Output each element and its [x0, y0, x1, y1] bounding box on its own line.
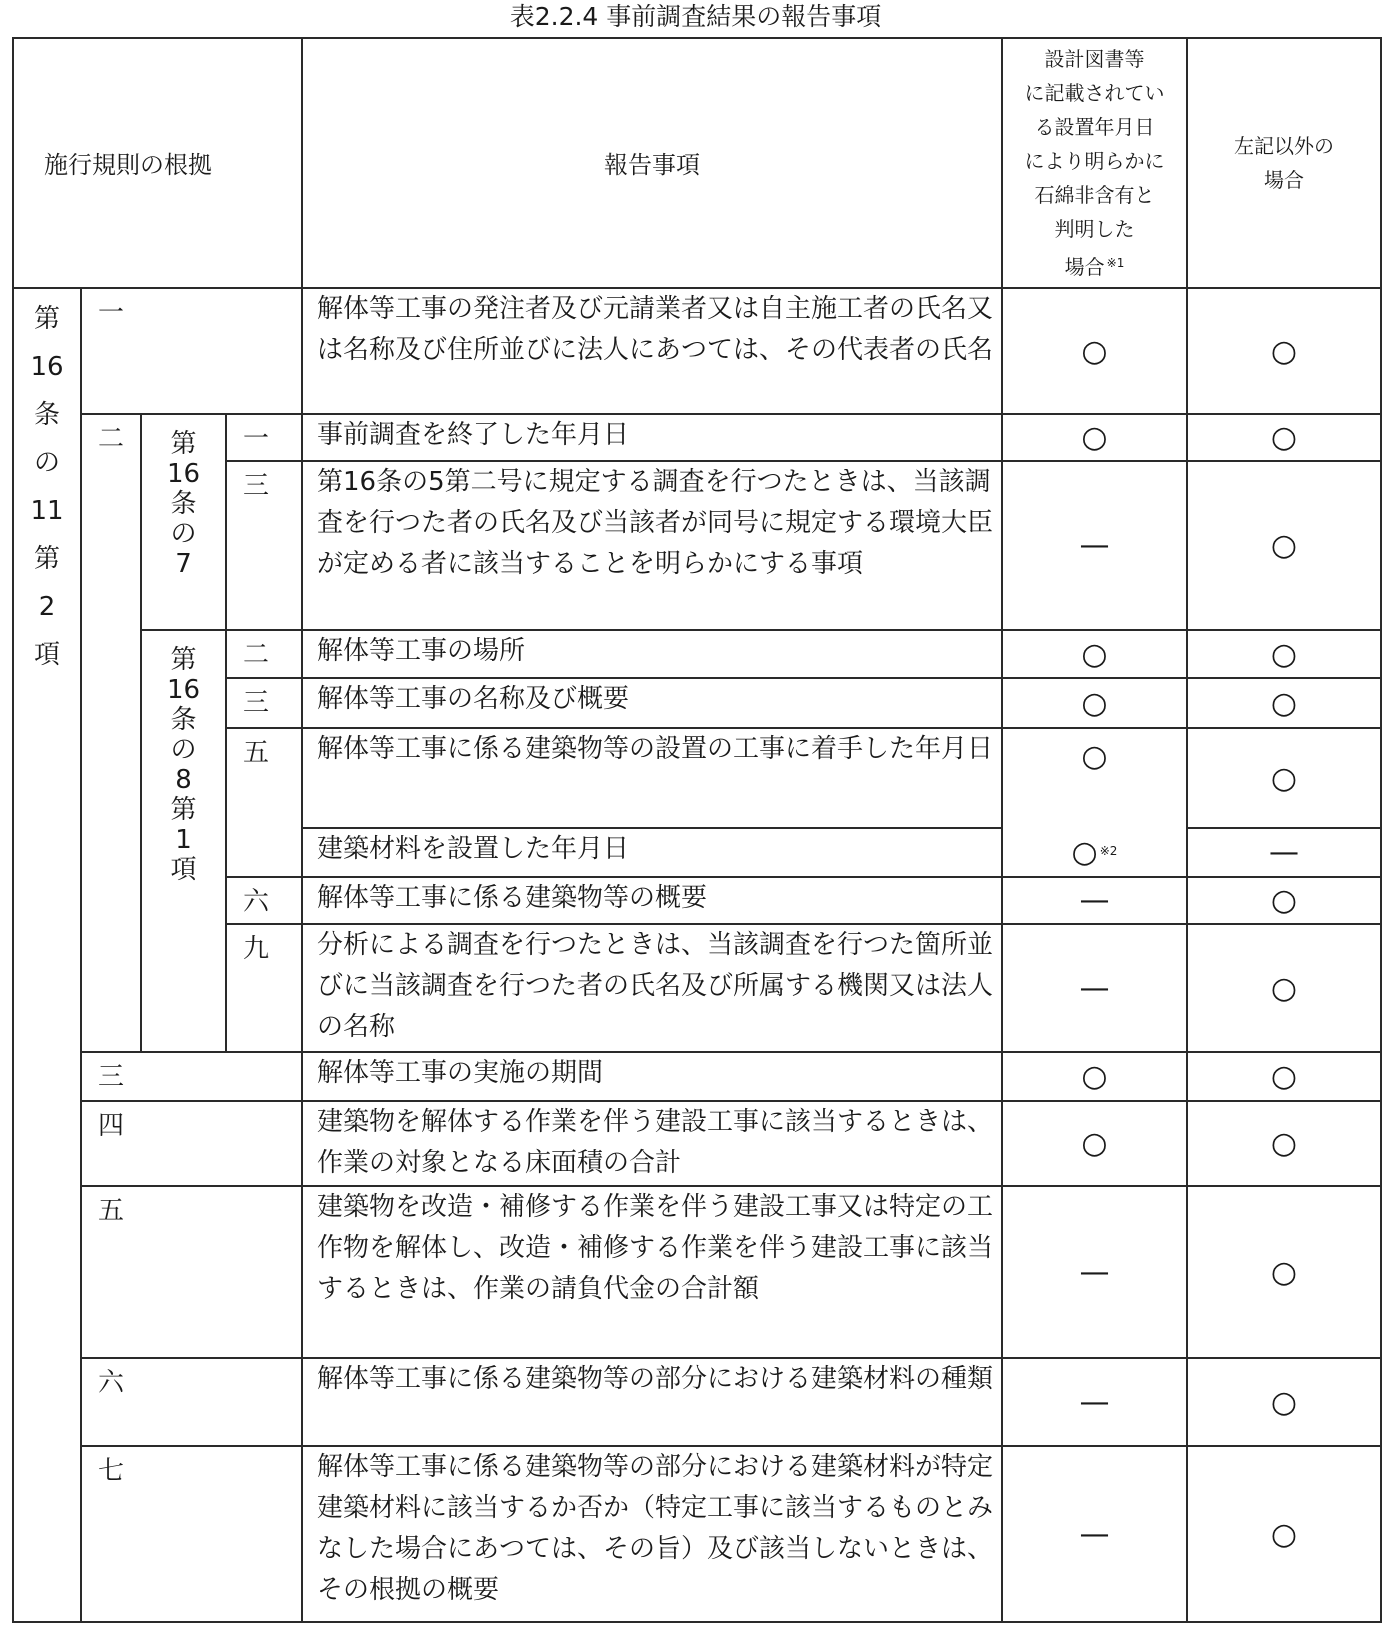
report-item-text: 解体等工事の名称及び概要 [302, 678, 1002, 728]
rule-16-11-para-2: 第 16 条 の 11 第 2 項 [13, 288, 81, 1622]
sub-item-number: 六 [226, 877, 302, 924]
other-case-mark: ○ [1187, 678, 1381, 728]
other-case-mark: — [1187, 828, 1381, 877]
report-item-text: 解体等工事に係る建築物等の部分における建築材料の種類 [302, 1358, 1002, 1447]
design-case-mark: — [1002, 461, 1187, 629]
header-other-case [1187, 38, 1381, 288]
footnote-marker-2: ※2 [1099, 843, 1118, 858]
design-case-mark: — [1002, 877, 1187, 924]
header-other-line: 場合 [1264, 167, 1304, 192]
item-number: 一 [81, 288, 302, 414]
report-item-text: 建築物を解体する作業を伴う建設工事に該当するときは、作業の対象となる床面積の合計 [302, 1101, 1002, 1187]
other-case-mark: ○ [1187, 288, 1381, 414]
item-number: 五 [81, 1186, 302, 1357]
design-case-mark: — [1002, 924, 1187, 1051]
design-case-mark: ○ [1002, 414, 1187, 461]
table-title: 表2.2.4 事前調査結果の報告事項 [509, 2, 882, 31]
header-design-line: に記載されてい [1024, 80, 1165, 105]
other-case-mark: ○ [1187, 1186, 1381, 1357]
report-item-text: 第16条の5第二号に規定する調査を行つたときは、当該調査を行つた者の氏名及び当該者が同号に規定する環境大臣が定める者に該当することを明らかにする事項 [302, 461, 1002, 629]
rule-16-8-para-1: 第 16 条 の 8 第 1 項 [141, 630, 226, 1052]
sub-item-number: 五 [226, 728, 302, 877]
design-case-mark: — [1002, 1358, 1187, 1447]
design-case-mark: — [1002, 1446, 1187, 1622]
item-number: 二 [81, 414, 141, 1051]
item-number: 七 [81, 1446, 302, 1622]
report-item-text: 解体等工事の実施の期間 [302, 1052, 1002, 1101]
report-item-text: 解体等工事の場所 [302, 630, 1002, 679]
report-item-text: 建築物を改造・補修する作業を伴う建設工事又は特定の工作物を解体し、改造・補修する作業を伴う建設工事に該当するときは、作業の請負代金の合計額 [302, 1186, 1002, 1357]
design-case-mark: ○ [1002, 678, 1187, 728]
design-case-mark: ○ [1002, 728, 1187, 828]
other-case-mark: ○ [1187, 1358, 1381, 1447]
design-case-mark: ○ [1002, 1101, 1187, 1187]
sub-item-number: 九 [226, 924, 302, 1051]
item-number: 三 [81, 1052, 302, 1101]
item-number: 六 [81, 1358, 302, 1447]
header-design-line: により明らかに [1024, 148, 1165, 173]
other-case-mark: ○ [1187, 461, 1381, 629]
other-case-mark: ○ [1187, 877, 1381, 924]
sub-item-number: 三 [226, 678, 302, 728]
design-case-mark: — [1002, 1186, 1187, 1357]
design-case-mark-symbol: ○ [1071, 834, 1098, 870]
other-case-mark: ○ [1187, 1446, 1381, 1622]
other-case-mark: ○ [1187, 1101, 1381, 1187]
sub-item-number: 一 [226, 414, 302, 461]
other-case-mark: ○ [1187, 630, 1381, 679]
footnote-marker-1: ※1 [1106, 255, 1125, 270]
header-items: 報告事項 [302, 38, 1002, 288]
sub-item-number: 二 [226, 630, 302, 679]
header-design-line: る設置年月日 [1034, 114, 1155, 139]
header-other-line: 左記以外の [1234, 133, 1334, 158]
item-number: 四 [81, 1101, 302, 1187]
other-case-mark: ○ [1187, 924, 1381, 1051]
report-item-text: 分析による調査を行つたときは、当該調査を行つた箇所並びに当該調査を行つた者の氏名及び所属する機関又は法人の名称 [302, 924, 1002, 1051]
report-item-text: 建築材料を設置した年月日 [302, 828, 1002, 877]
other-case-mark: ○ [1187, 1052, 1381, 1101]
header-design-line: 設計図書等 [1044, 46, 1145, 71]
report-item-text: 解体等工事に係る建築物等の概要 [302, 877, 1002, 924]
header-design-line [1003, 246, 1186, 284]
design-case-mark: ○ [1002, 1052, 1187, 1101]
design-case-mark [1002, 828, 1187, 877]
header-design-line: 判明した [1054, 216, 1135, 241]
report-item-text: 解体等工事に係る建築物等の設置の工事に着手した年月日 [302, 728, 1002, 828]
report-item-text: 事前調査を終了した年月日 [302, 414, 1002, 461]
design-case-mark: ○ [1002, 288, 1187, 414]
other-case-mark: ○ [1187, 728, 1381, 828]
report-item-text: 解体等工事の発注者及び元請業者又は自主施工者の氏名又は名称及び住所並びに法人にあつては、その代表者の氏名 [302, 288, 1002, 414]
header-design-line: 石綿非含有と [1034, 182, 1155, 207]
rule-16-7: 第 16 条 の 7 [141, 414, 226, 629]
sub-item-number: 三 [226, 461, 302, 629]
design-case-mark: ○ [1002, 630, 1187, 679]
header-design-line-text: 場合 [1064, 254, 1105, 279]
report-item-text: 解体等工事に係る建築物等の部分における建築材料が特定建築材料に該当するか否か（特定工事に該当するものとみなした場合にあつては、その旨）及び該当しないときは、その根拠の概要 [302, 1446, 1002, 1622]
report-items-table [12, 37, 1382, 1623]
other-case-mark: ○ [1187, 414, 1381, 461]
header-design-doc-case [1002, 38, 1187, 288]
header-basis: 施行規則の根拠 [13, 38, 302, 288]
